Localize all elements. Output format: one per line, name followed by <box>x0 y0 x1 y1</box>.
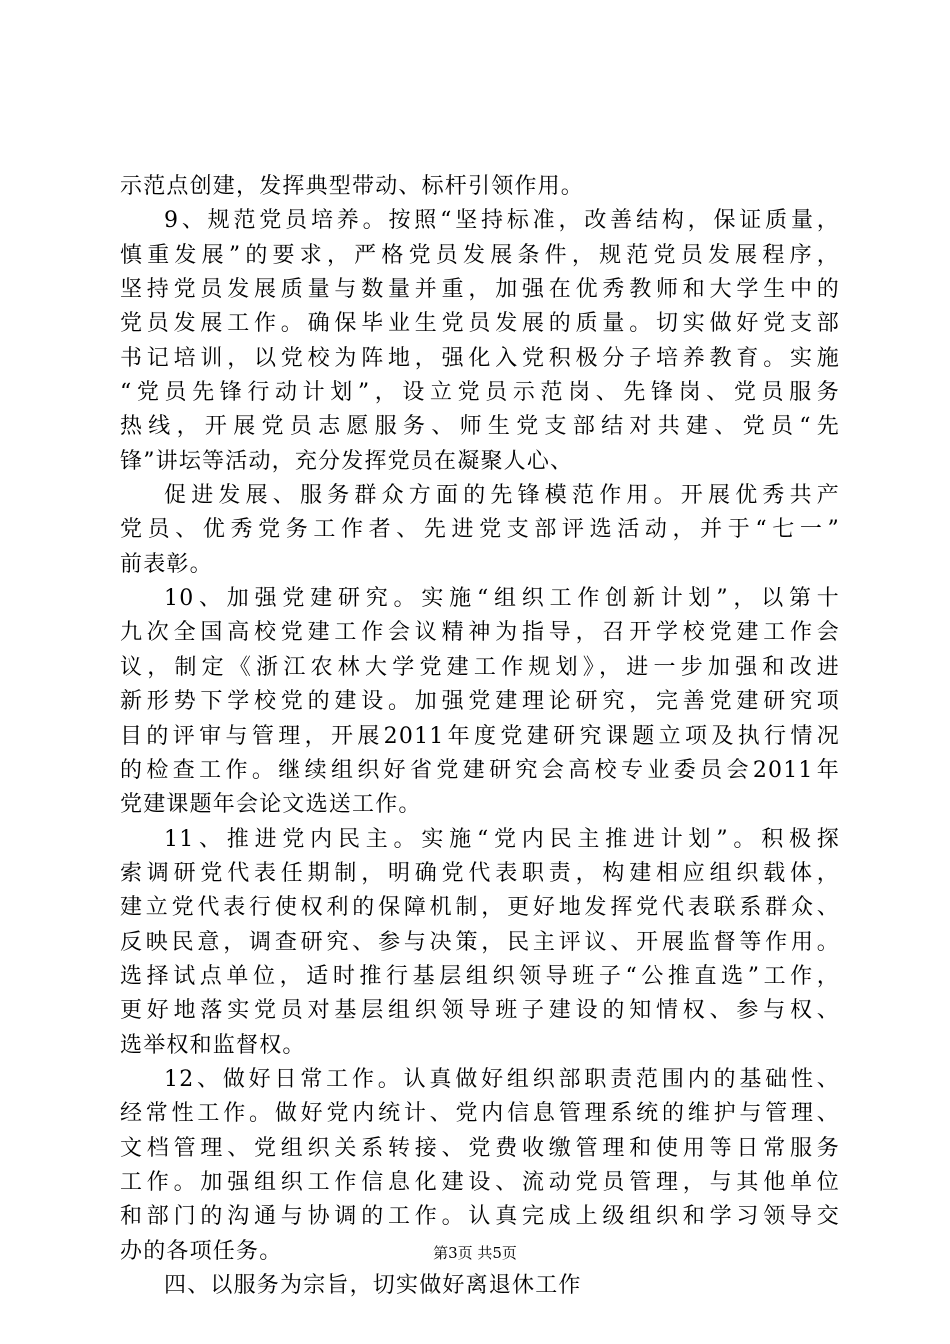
text-line: 坚持党员发展质量与数量并重，加强在优秀教师和大学生中的 <box>120 277 840 303</box>
text-line: 的检查工作。继续组织好省党建研究会高校专业委员会2011年 <box>120 757 840 783</box>
text-line: 建立党代表行使权利的保障机制，更好地发挥党代表联系群众、 <box>120 895 840 921</box>
document-body <box>120 170 840 1303</box>
text-line: 目的评审与管理，开展2011年度党建研究课题立项及执行情况 <box>120 723 840 749</box>
text-line: 文档管理、党组织关系转接、党费收缴管理和使用等日常服务 <box>120 1135 840 1161</box>
text-line: 书记培训，以党校为阵地，强化入党积极分子培养教育。实施 <box>120 345 840 371</box>
text-line: 经常性工作。做好党内统计、党内信息管理系统的维护与管理、 <box>120 1101 840 1127</box>
text-line: 慎重发展”的要求，严格党员发展条件，规范党员发展程序， <box>120 242 840 268</box>
text-line: 9、规范党员培养。按照“坚持标准，改善结构，保证质量， <box>164 208 840 234</box>
page-footer: 第3页 共5页 <box>433 1244 517 1262</box>
text-line: 选择试点单位，适时推行基层组织领导班子“公推直选”工作， <box>120 963 840 989</box>
text-line: 党员、优秀党务工作者、先进党支部评选活动，并于“七一” <box>120 517 840 543</box>
text-line: 选举权和监督权。 <box>120 1032 306 1058</box>
text-line: 九次全国高校党建工作会议精神为指导，召开学校党建工作会 <box>120 620 840 646</box>
text-line: 热线，开展党员志愿服务、师生党支部结对共建、党员“先 <box>120 414 840 440</box>
text-line: 更好地落实党员对基层组织领导班子建设的知情权、参与权、 <box>120 998 840 1024</box>
text-line: 12、做好日常工作。认真做好组织部职责范围内的基础性、 <box>164 1066 840 1092</box>
text-line: 工作。加强组织工作信息化建设、流动党员管理，与其他单位 <box>120 1169 840 1195</box>
text-line: 促进发展、服务群众方面的先锋模范作用。开展优秀共产 <box>164 483 840 509</box>
text-line: 新形势下学校党的建设。加强党建理论研究，完善党建研究项 <box>120 689 840 715</box>
text-line: 党建课题年会论文选送工作。 <box>120 792 422 818</box>
text-line: 议，制定《浙江农林大学党建工作规划》，进一步加强和改进 <box>120 654 840 680</box>
text-line: 示范点创建，发挥典型带动、标杆引领作用。 <box>120 174 585 199</box>
text-line: 10、加强党建研究。实施“组织工作创新计划”，以第十 <box>164 586 840 612</box>
text-line: 办的各项任务。 <box>120 1238 283 1264</box>
text-line: 锋”讲坛等活动，充分发挥党员在凝聚人心、 <box>120 448 574 474</box>
text-line: 反映民意，调查研究、参与决策，民主评议、开展监督等作用。 <box>120 929 840 955</box>
text-line: 四、以服务为宗旨，切实做好离退休工作 <box>164 1273 582 1298</box>
text-line: 前表彰。 <box>120 551 213 577</box>
text-line: “党员先锋行动计划”，设立党员示范岗、先锋岗、党员服务 <box>120 380 840 406</box>
text-line: 索调研党代表任期制，明确党代表职责，构建相应组织载体， <box>120 860 840 886</box>
text-line: 党员发展工作。确保毕业生党员发展的质量。切实做好党支部 <box>120 311 840 337</box>
text-line: 和部门的沟通与协调的工作。认真完成上级组织和学习领导交 <box>120 1204 840 1230</box>
text-line: 11、推进党内民主。实施“党内民主推进计划”。积极探 <box>164 826 840 852</box>
